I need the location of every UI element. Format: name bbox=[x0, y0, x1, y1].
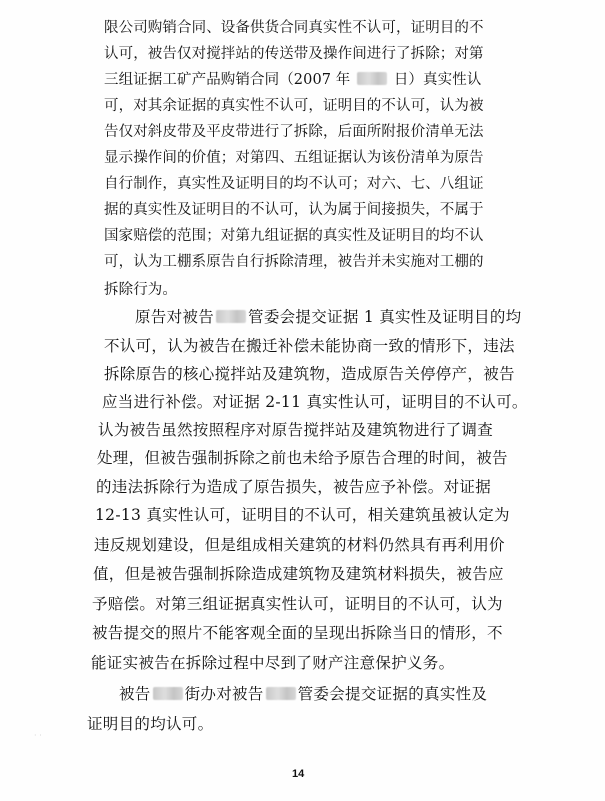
text-line bbox=[104, 200, 484, 220]
line-text: 违反规划建设，但是组成相关建筑的材料仍然具有再利用价 bbox=[94, 536, 505, 554]
line-text: 值，但是被告强制拆除造成建筑物及建筑材料损失，被告应 bbox=[93, 565, 504, 583]
text-line bbox=[91, 653, 454, 673]
text-line bbox=[104, 44, 484, 64]
line-text: 予赔偿。对第三组证据真实性认可，证明目的不认可，认为 bbox=[92, 595, 503, 613]
text-line bbox=[87, 714, 213, 734]
line-text: 国家赔偿的范围；对第九组证据的真实性及证明目的均不认 bbox=[104, 228, 484, 244]
line-text: 应当进行补偿。对证据 2-11 真实性认可，证明目的不认可。 bbox=[102, 393, 528, 411]
text-line bbox=[119, 684, 487, 704]
text-line bbox=[135, 307, 521, 327]
redacted-text bbox=[266, 687, 296, 700]
line-text: 可，对其余证据的真实性不认可，证明目的不认可，认为被 bbox=[104, 98, 484, 114]
text-line bbox=[102, 392, 528, 412]
line-text: 不认可，认为被告在搬迁补偿未能协商一致的情形下，违法 bbox=[104, 337, 515, 355]
line-text: 显示操作间的价值；对第四、五组证据认为该份清单为原告 bbox=[104, 150, 484, 166]
line-text: 限公司购销合同、设备供货合同真实性不认可，证明目的不 bbox=[104, 20, 484, 36]
redacted-text bbox=[153, 687, 183, 700]
redacted-text bbox=[216, 310, 246, 323]
text-line bbox=[104, 70, 481, 90]
line-text: 管委会提交证据的真实性及 bbox=[297, 685, 488, 703]
page-number: 14 bbox=[292, 768, 305, 780]
text-line bbox=[98, 420, 493, 440]
line-text: 日）真实性认 bbox=[389, 72, 482, 88]
line-text: 处理，但被告强制拆除之前也未给予原告合理的时间，被告 bbox=[97, 449, 508, 467]
text-line bbox=[104, 226, 484, 246]
text-line bbox=[104, 122, 484, 142]
text-line bbox=[104, 174, 484, 194]
line-text: 能证实被告在拆除过程中尽到了财产注意保护义务。 bbox=[91, 654, 455, 672]
text-line bbox=[97, 448, 508, 468]
line-text: 管委会提交证据 1 真实性及证明目的均 bbox=[248, 308, 522, 326]
text-line bbox=[104, 364, 515, 384]
line-text: 的违法拆除行为造成了原告损失，被告应予补偿。对证据 bbox=[96, 478, 492, 496]
line-text: 据的真实性及证明目的不认可，认为属于间接损失，不属于 bbox=[104, 202, 484, 218]
text-line bbox=[104, 280, 177, 300]
text-line bbox=[104, 96, 484, 116]
line-text: 可，认为工棚系原告自行拆除清理，被告并未实施对工棚的 bbox=[104, 254, 484, 270]
line-text: 被告提交的照片不能客观全面的呈现出拆除当日的情形，不 bbox=[92, 624, 503, 642]
text-line bbox=[95, 505, 510, 525]
text-line bbox=[104, 148, 484, 168]
redacted-text bbox=[357, 72, 387, 85]
line-text: 拆除行为。 bbox=[104, 282, 177, 298]
text-line bbox=[93, 564, 504, 584]
line-text: 被告 bbox=[119, 685, 151, 703]
text-line bbox=[104, 18, 484, 38]
text-line bbox=[96, 477, 491, 497]
line-text: 12-13 真实性认可，证明目的不认可，相关建筑虽被认定为 bbox=[95, 506, 510, 524]
line-text: 告仅对斜皮带及平皮带进行了拆除，后面所附报价清单无法 bbox=[104, 124, 484, 140]
line-text: 三组证据工矿产品购销合同（2007 年 bbox=[104, 72, 356, 88]
line-text: 自行制作，真实性及证明目的均不认可；对六、七、八组证 bbox=[104, 176, 484, 192]
scan-speck: · · bbox=[34, 731, 42, 740]
text-line bbox=[92, 594, 503, 614]
text-line bbox=[94, 535, 505, 555]
line-text: 认可，被告仅对搅拌站的传送带及操作间进行了拆除；对第 bbox=[104, 46, 484, 62]
text-line bbox=[104, 252, 484, 272]
line-text: 街办对被告 bbox=[184, 685, 264, 703]
line-text: 原告对被告 bbox=[135, 308, 215, 326]
line-text: 拆除原告的核心搅拌站及建筑物，造成原告关停停产，被告 bbox=[104, 365, 515, 383]
line-text: 证明目的均认可。 bbox=[87, 715, 214, 733]
text-line bbox=[104, 336, 515, 356]
text-line bbox=[92, 623, 503, 643]
line-text: 认为被告虽然按照程序对原告搅拌站及建筑物进行了调查 bbox=[98, 421, 494, 439]
